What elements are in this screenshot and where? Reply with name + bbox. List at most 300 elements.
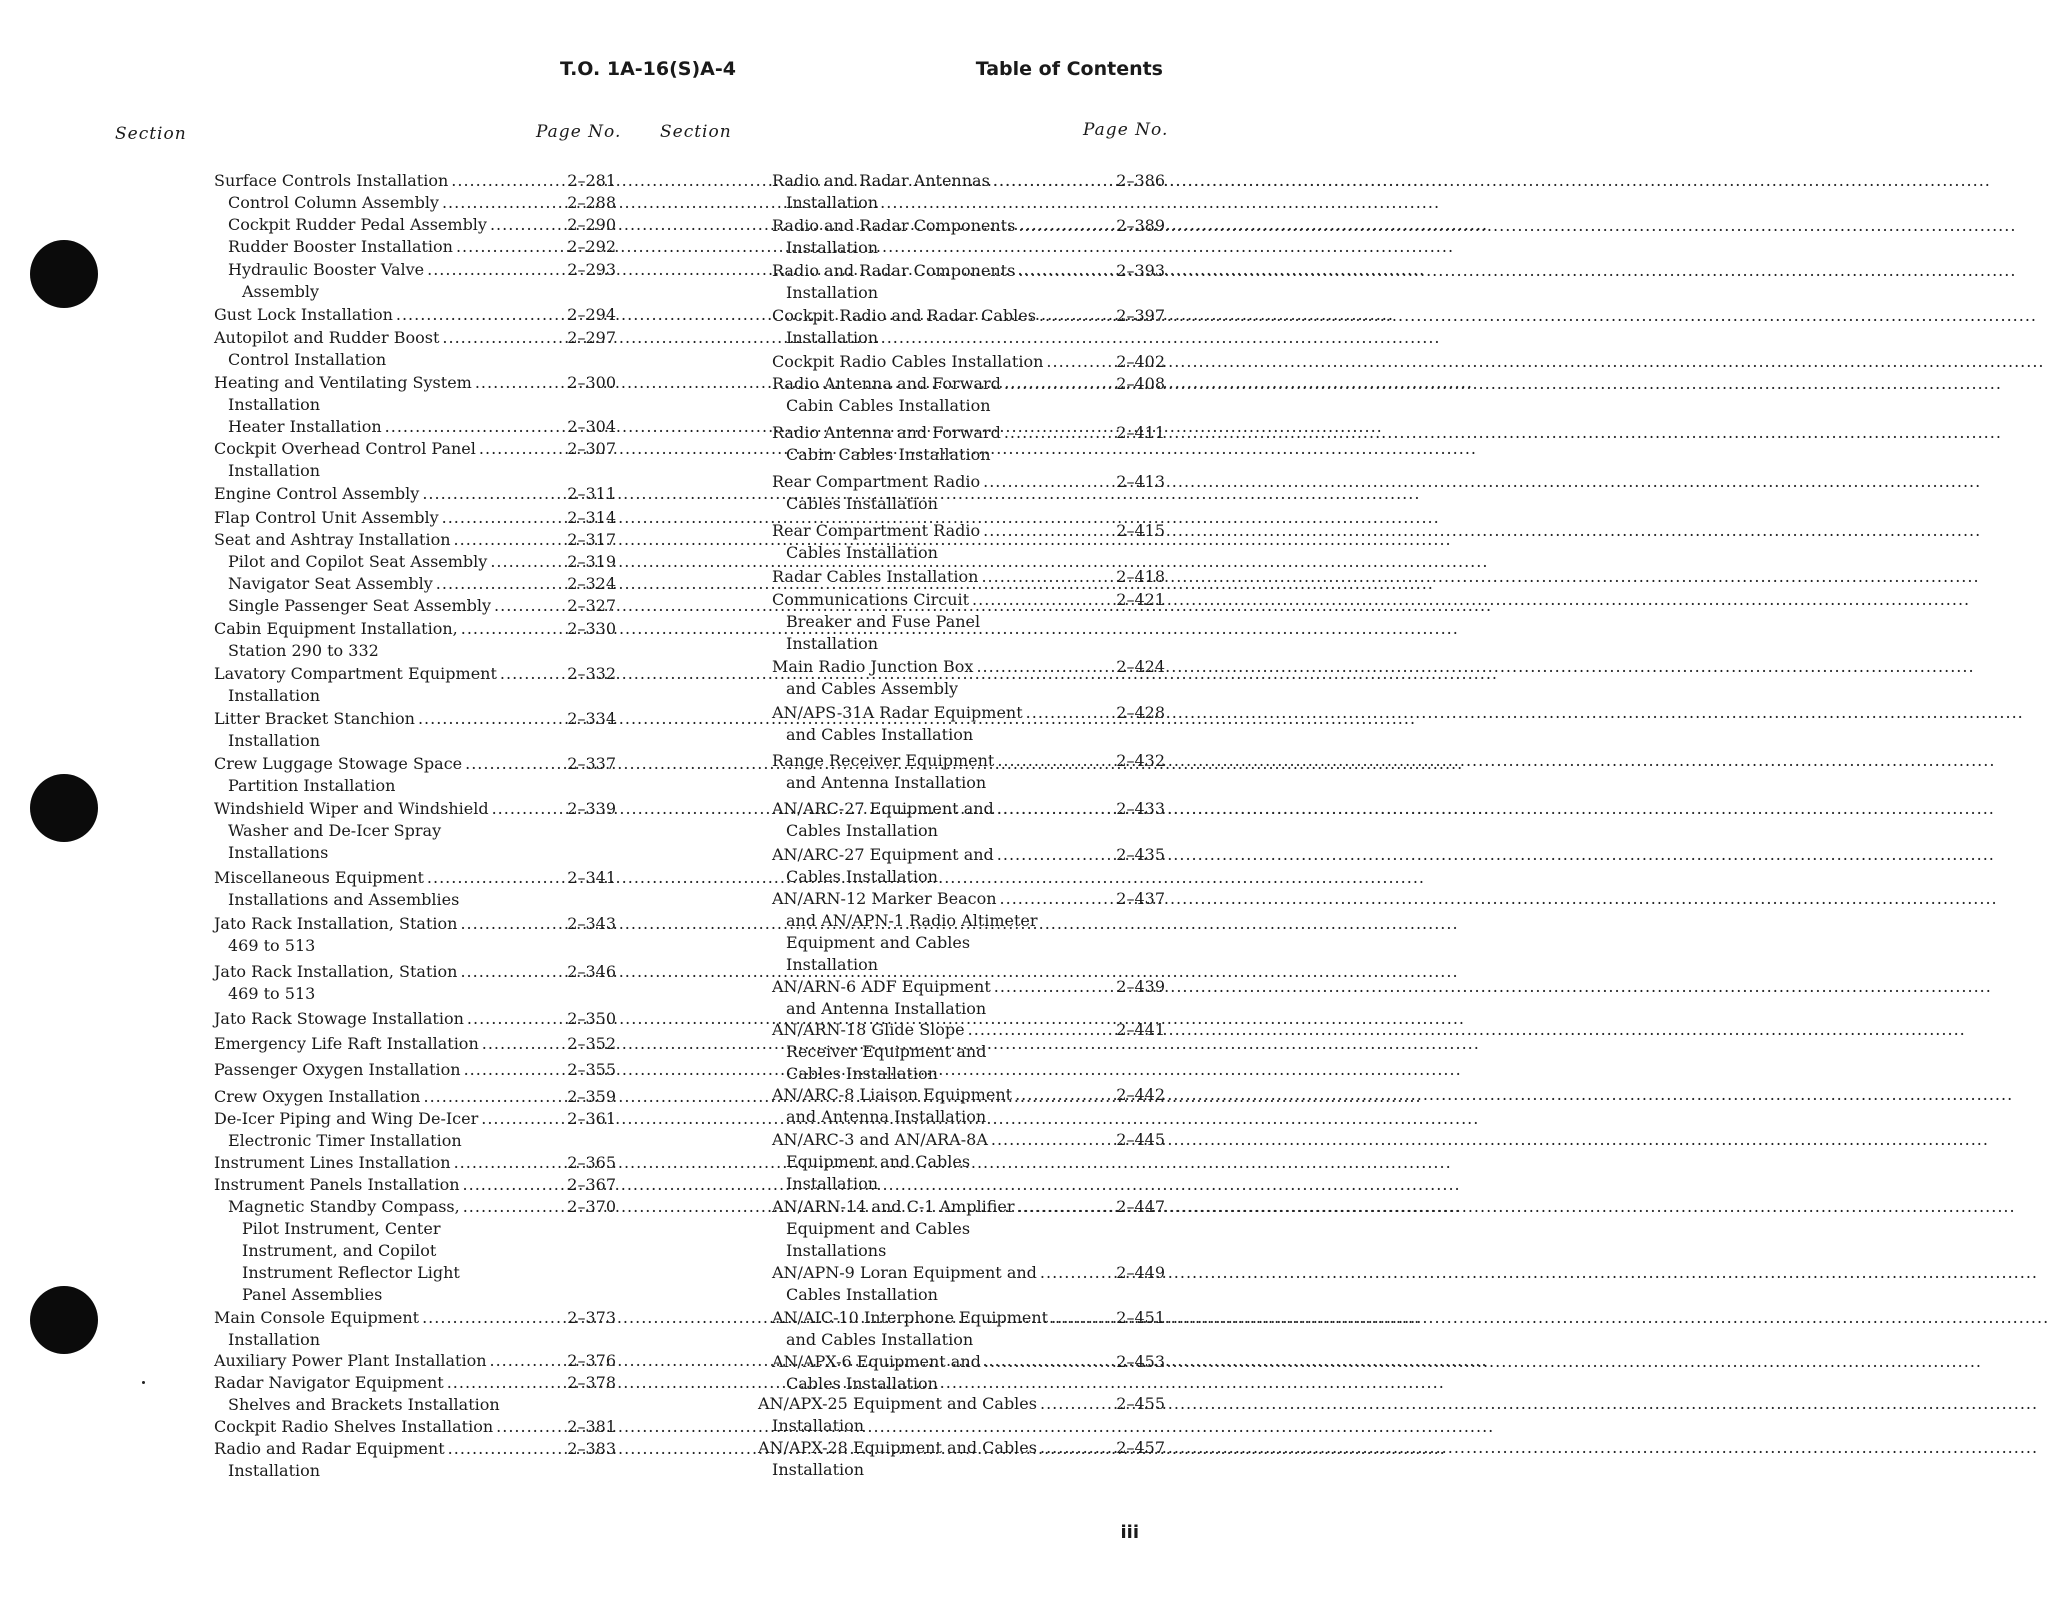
toc-entry-page: 2–457	[1116, 1438, 1165, 1457]
toc-entry-title: Control Column Assembly	[228, 193, 439, 212]
toc-entry	[214, 214, 616, 236]
toc-entry	[214, 1086, 616, 1108]
page-speck	[142, 1381, 145, 1384]
toc-entry-page: 2–437	[1116, 889, 1165, 908]
toc-entry-title: Heater Installation	[228, 417, 382, 436]
toc-entry-title: AN/APN-9 Loran Equipment and	[772, 1263, 1037, 1282]
dot-leader	[978, 566, 1116, 588]
toc-entry-page: 2–413	[1116, 472, 1165, 491]
dot-leader	[472, 372, 567, 394]
toc-entry	[772, 1084, 1165, 1128]
dot-leader	[1001, 422, 1116, 444]
toc-entry-title: Flap Control Unit Assembly	[214, 508, 439, 527]
document-id: T.O. 1A-16(S)A-4	[560, 58, 736, 80]
toc-entry-page: 2–389	[1116, 216, 1165, 235]
toc-entry-continuation: Installation	[786, 283, 879, 302]
toc-entry-continuation: Pilot Instrument, Center	[242, 1219, 441, 1238]
dot-leader	[1037, 1437, 1116, 1459]
toc-entry-title: Cockpit Radio Shelves Installation	[214, 1417, 494, 1436]
dot-leader	[1037, 1262, 1116, 1284]
toc-entry-continuation: and Cables Assembly	[786, 679, 959, 698]
toc-entry	[214, 595, 616, 617]
toc-entry-page: 2–402	[1116, 352, 1165, 371]
dot-leader	[1001, 373, 1116, 395]
toc-entry-title: Jato Rack Stowage Installation	[214, 1009, 464, 1028]
toc-entry	[772, 260, 1165, 304]
toc-entry	[214, 192, 616, 214]
toc-entry-title: AN/ARC-3 and AN/ARA-8A	[772, 1130, 988, 1149]
toc-entry	[214, 798, 616, 864]
dot-leader	[994, 844, 1117, 866]
toc-entry	[214, 1174, 616, 1196]
toc-entry-page: 2–418	[1116, 567, 1165, 586]
toc-entry-continuation: Installation	[228, 1461, 321, 1480]
toc-entry-title: Crew Luggage Stowage Space	[214, 754, 463, 773]
toc-entry-title: Radio Antenna and Forward	[772, 423, 1001, 442]
toc-entry-page: 2–352	[567, 1034, 616, 1053]
toc-entry-page: 2–455	[1116, 1394, 1165, 1413]
toc-entry-continuation: Equipment and Cables	[786, 1219, 971, 1238]
dot-leader	[969, 589, 1116, 611]
toc-entry-title: AN/APX-28 Equipment and Cables	[758, 1438, 1037, 1457]
dot-leader	[1012, 1084, 1116, 1106]
dot-leader	[997, 888, 1117, 910]
toc-entry	[772, 702, 1165, 746]
toc-entry-continuation: Installation	[772, 1416, 865, 1435]
toc-entry	[214, 507, 616, 529]
toc-entry-page: 2–397	[1116, 306, 1165, 325]
dot-leader	[980, 471, 1116, 493]
toc-entry-title: Emergency Life Raft Installation	[214, 1034, 479, 1053]
toc-entry-title: Communications Circuit	[772, 590, 970, 609]
toc-entry	[214, 327, 616, 371]
toc-entry-page: 2–288	[567, 193, 616, 212]
dot-leader	[1037, 1393, 1116, 1415]
toc-entry-title: Rear Compartment Radio	[772, 472, 981, 491]
toc-entry-page: 2–442	[1116, 1085, 1165, 1104]
toc-entry-title: AN/ARN-6 ADF Equipment	[772, 977, 991, 996]
dot-leader	[1036, 305, 1116, 327]
toc-entry-page: 2–439	[1116, 977, 1165, 996]
toc-entry-page: 2–355	[567, 1060, 616, 1079]
toc-entry	[772, 976, 1165, 1020]
toc-entry-page: 2–334	[567, 709, 616, 728]
toc-entry	[214, 1059, 616, 1081]
dot-leader	[478, 1108, 567, 1130]
toc-entry-continuation: 469 to 513	[228, 936, 316, 955]
toc-entry-page: 2–415	[1116, 521, 1165, 540]
dot-leader	[994, 750, 1116, 772]
toc-entry-page: 2–447	[1116, 1197, 1165, 1216]
dot-leader	[460, 1196, 568, 1218]
dot-leader	[1048, 1307, 1116, 1329]
toc-entry-page: 2–317	[567, 530, 616, 549]
toc-entry-page: 2–386	[1116, 171, 1165, 190]
toc-entry	[772, 373, 1165, 417]
toc-entry-page: 2–421	[1116, 590, 1165, 609]
toc-entry-title: Rudder Booster Installation	[228, 237, 453, 256]
dot-leader	[1015, 260, 1116, 282]
binder-hole-bottom	[30, 1286, 98, 1354]
toc-entry	[772, 471, 1165, 515]
toc-entry-page: 2–411	[1116, 423, 1165, 442]
toc-entry-continuation: Cables Installation	[786, 494, 938, 513]
toc-entry	[772, 1307, 1165, 1351]
toc-entry-title: Surface Controls Installation	[214, 171, 449, 190]
toc-entry-continuation: Washer and De-Icer Spray	[228, 821, 442, 840]
toc-entry	[214, 867, 616, 911]
toc-entry-title: Miscellaneous Equipment	[214, 868, 424, 887]
toc-entry	[772, 520, 1165, 564]
dot-leader	[981, 1351, 1116, 1373]
toc-entry-continuation: and Cables Installation	[786, 1330, 974, 1349]
dot-leader	[1015, 215, 1116, 237]
toc-entry-title: AN/ARC-8 Liaison Equipment	[772, 1085, 1013, 1104]
toc-entry-title: AN/ARN-12 Marker Beacon	[772, 889, 997, 908]
toc-entry-title: AN/APX-25 Equipment and Cables	[758, 1394, 1037, 1413]
toc-entry-continuation: Station 290 to 332	[228, 641, 379, 660]
dot-leader	[1023, 702, 1117, 724]
toc-entry-title: Cockpit Rudder Pedal Assembly	[228, 215, 487, 234]
toc-entry-page: 2–445	[1116, 1130, 1165, 1149]
dot-leader	[973, 656, 1116, 678]
toc-entry	[214, 753, 616, 797]
toc-entry-page: 2–453	[1116, 1352, 1165, 1371]
dot-leader	[393, 304, 567, 326]
dot-leader	[1014, 1196, 1116, 1218]
toc-entry	[214, 1372, 616, 1416]
toc-entry-title: Cabin Equipment Installation,	[214, 619, 458, 638]
dot-leader	[462, 753, 567, 775]
toc-entry-continuation: Cables Installation	[786, 543, 938, 562]
toc-entry	[772, 844, 1165, 888]
dot-leader	[491, 595, 567, 617]
toc-entry-title: Radar Cables Installation	[772, 567, 979, 586]
dot-leader	[461, 1059, 568, 1081]
toc-entry-page: 2–433	[1116, 799, 1165, 818]
toc-entry-page: 2–327	[567, 596, 616, 615]
toc-entry-continuation: Installation	[786, 238, 879, 257]
toc-entry-page: 2–324	[567, 574, 616, 593]
toc-entry-continuation: Cables Installation	[786, 1064, 938, 1083]
toc-entry	[214, 1350, 616, 1372]
toc-entry	[772, 888, 1165, 976]
dot-leader	[1043, 351, 1116, 373]
toc-entry-title: Radar Navigator Equipment	[214, 1373, 444, 1392]
toc-entry-page: 2–370	[567, 1197, 616, 1216]
toc-entry	[214, 259, 616, 303]
dot-leader	[448, 170, 567, 192]
toc-entry	[214, 961, 616, 1005]
toc-entry	[772, 351, 1165, 373]
toc-entry-title: Engine Control Assembly	[214, 484, 420, 503]
toc-entry	[214, 1307, 616, 1351]
toc-entry-title: Cockpit Radio and Radar Cables	[772, 306, 1036, 325]
toc-entry-continuation: Installation	[786, 634, 879, 653]
toc-entry-page: 2–393	[1116, 261, 1165, 280]
toc-entry-page: 2–339	[567, 799, 616, 818]
toc-entry-page: 2–281	[567, 171, 616, 190]
toc-entry-title: Passenger Oxygen Installation	[214, 1060, 461, 1079]
toc-entry-page: 2–432	[1116, 751, 1165, 770]
toc-entry-continuation: Installation	[228, 686, 321, 705]
dot-leader	[419, 483, 567, 505]
toc-entry-page: 2–292	[567, 237, 616, 256]
toc-entry-title: Auxiliary Power Plant Installation	[214, 1351, 487, 1370]
toc-entry	[214, 1196, 616, 1306]
toc-entry-title: Lavatory Compartment Equipment	[214, 664, 497, 683]
toc-entry-title: AN/ARN-14 and C-1 Amplifier	[772, 1197, 1015, 1216]
binder-hole-middle	[30, 774, 98, 842]
toc-entry-continuation: Panel Assemblies	[242, 1285, 383, 1304]
toc-entry-continuation: Cables Installation	[786, 1285, 938, 1304]
dot-leader	[382, 416, 568, 438]
dot-leader	[424, 259, 567, 281]
toc-entry-page: 2–337	[567, 754, 616, 773]
dot-leader	[457, 961, 567, 983]
toc-entry-page: 2–408	[1116, 374, 1165, 393]
toc-entry	[772, 422, 1165, 466]
toc-entry	[772, 750, 1165, 794]
toc-entry-title: Instrument Lines Installation	[214, 1153, 451, 1172]
toc-entry	[772, 566, 1165, 588]
toc-entry-title: Cockpit Radio Cables Installation	[772, 352, 1044, 371]
toc-entry-title: Radio and Radar Components	[772, 261, 1016, 280]
dot-leader	[489, 798, 568, 820]
dot-leader	[458, 618, 568, 640]
toc-entry	[772, 1129, 1165, 1195]
toc-entry-continuation: Receiver Equipment and	[786, 1042, 987, 1061]
toc-entry-page: 2–304	[567, 417, 616, 436]
toc-entry-continuation: and AN/APN-1 Radio Altimeter	[786, 911, 1038, 930]
toc-entry-continuation: Partition Installation	[228, 776, 396, 795]
dot-leader	[464, 1008, 567, 1030]
dot-leader	[419, 1307, 567, 1329]
toc-entry-continuation: Installation	[228, 395, 321, 414]
toc-entry-continuation: Cabin Cables Installation	[786, 445, 991, 464]
toc-entry-title: Gust Lock Installation	[214, 305, 393, 324]
dot-leader	[479, 1033, 568, 1055]
toc-entry-title: Main Console Equipment	[214, 1308, 420, 1327]
toc-entry	[214, 1152, 616, 1174]
toc-entry	[758, 1393, 1165, 1437]
toc-entry-title: De-Icer Piping and Wing De-Icer	[214, 1109, 479, 1128]
toc-entry	[772, 798, 1165, 842]
dot-leader	[439, 507, 568, 529]
toc-entry-page: 2–365	[567, 1153, 616, 1172]
toc-entry-continuation: Installations	[228, 843, 329, 862]
toc-entry-title: AN/ARC-27 Equipment and	[772, 799, 994, 818]
toc-entry-page: 2–346	[567, 962, 616, 981]
toc-entry-title: Litter Bracket Stanchion	[214, 709, 415, 728]
dot-leader	[451, 529, 568, 551]
left-section-label: Section	[115, 124, 187, 144]
dot-leader	[493, 1416, 567, 1438]
toc-entry-continuation: Installation	[786, 1174, 879, 1193]
left-page-label: Page No.	[536, 122, 622, 142]
toc-entry-title: AN/ARN-18 Glide Slope	[772, 1020, 965, 1039]
toc-entry-continuation: Cables Installation	[786, 867, 938, 886]
dot-leader	[453, 236, 567, 258]
toc-entry-continuation: Control Installation	[228, 350, 387, 369]
toc-entry-page: 2–451	[1116, 1308, 1165, 1327]
toc-entry	[772, 1351, 1165, 1395]
toc-entry-page: 2–378	[567, 1373, 616, 1392]
toc-entry-page: 2–297	[567, 328, 616, 347]
dot-leader	[445, 1438, 568, 1460]
toc-entry	[772, 656, 1165, 700]
toc-entry-title: Navigator Seat Assembly	[228, 574, 433, 593]
toc-entry	[214, 170, 616, 192]
toc-entry	[214, 438, 616, 482]
toc-entry-continuation: and Antenna Installation	[786, 1107, 987, 1126]
toc-entry	[214, 551, 616, 573]
toc-entry	[214, 304, 616, 326]
toc-entry-continuation: Installation	[786, 193, 879, 212]
toc-entry	[214, 1416, 616, 1438]
toc-entry	[214, 573, 616, 595]
toc-entry-continuation: and Antenna Installation	[786, 999, 987, 1018]
toc-entry	[214, 1108, 616, 1152]
toc-entry-title: Cockpit Overhead Control Panel	[214, 439, 476, 458]
dot-leader	[991, 976, 1117, 998]
toc-entry-continuation: Instrument Reflector Light	[242, 1263, 460, 1282]
toc-entry-title: Instrument Panels Installation	[214, 1175, 460, 1194]
toc-entry-title: Windshield Wiper and Windshield	[214, 799, 489, 818]
toc-entry-title: Heating and Ventilating System	[214, 373, 472, 392]
toc-entry	[214, 372, 616, 416]
toc-entry-page: 2–441	[1116, 1020, 1165, 1039]
toc-entry-title: Radio and Radar Equipment	[214, 1439, 445, 1458]
toc-entry-continuation: Electronic Timer Installation	[228, 1131, 462, 1150]
toc-entry-title: Hydraulic Booster Valve	[228, 260, 425, 279]
dot-leader	[457, 913, 567, 935]
toc-entry-page: 2–435	[1116, 845, 1165, 864]
toc-entry-title: Seat and Ashtray Installation	[214, 530, 451, 549]
toc-entry-continuation: Installation	[228, 461, 321, 480]
toc-entry-title: AN/APX-6 Equipment and	[772, 1352, 981, 1371]
toc-entry-title: Jato Rack Installation, Station	[214, 914, 458, 933]
dot-leader	[994, 798, 1117, 820]
toc-entry-page: 2–359	[567, 1087, 616, 1106]
toc-entry-page: 2–383	[567, 1439, 616, 1458]
toc-entry	[214, 529, 616, 551]
toc-entry-continuation: Installation	[786, 955, 879, 974]
left-contents-column	[214, 170, 616, 1510]
toc-entry-title: Pilot and Copilot Seat Assembly	[228, 552, 488, 571]
dot-leader	[988, 1129, 1116, 1151]
toc-entry-continuation: Assembly	[242, 282, 320, 301]
toc-entry-page: 2–314	[567, 508, 616, 527]
toc-entry-continuation: Breaker and Fuse Panel	[786, 612, 981, 631]
toc-entry	[214, 1438, 616, 1482]
toc-entry-continuation: Cables Installation	[786, 821, 938, 840]
right-page-label: Page No.	[1083, 120, 1169, 140]
toc-entry-continuation: Installations and Assemblies	[228, 890, 460, 909]
page-number: iii	[1120, 1522, 1139, 1543]
toc-entry-page: 2–361	[567, 1109, 616, 1128]
toc-entry	[772, 1196, 1165, 1262]
dot-leader	[439, 192, 567, 214]
toc-entry-page: 2–449	[1116, 1263, 1165, 1282]
toc-entry-page: 2–294	[567, 305, 616, 324]
toc-entry	[214, 663, 616, 707]
toc-entry-title: AN/AIC-10 Interphone Equipment	[772, 1308, 1049, 1327]
toc-entry-title: Radio Antenna and Forward	[772, 374, 1001, 393]
toc-entry-page: 2–350	[567, 1009, 616, 1028]
toc-entry-title: Magnetic Standby Compass,	[228, 1197, 460, 1216]
toc-entry-page: 2–428	[1116, 703, 1165, 722]
toc-entry-continuation: and Cables Installation	[786, 725, 974, 744]
toc-entry-page: 2–319	[567, 552, 616, 571]
toc-entry-page: 2–330	[567, 619, 616, 638]
toc-entry-title: AN/ARC-27 Equipment and	[772, 845, 994, 864]
toc-entry-continuation: Shelves and Brackets Installation	[228, 1395, 500, 1414]
toc-entry-title: Range Receiver Equipment	[772, 751, 995, 770]
binder-hole-top	[30, 240, 98, 308]
toc-entry-continuation: Equipment and Cables	[786, 1152, 971, 1171]
dot-leader	[444, 1372, 568, 1394]
toc-entry-title: Radio and Radar Components	[772, 216, 1016, 235]
toc-entry-continuation: Cabin Cables Installation	[786, 396, 991, 415]
dot-leader	[424, 867, 567, 889]
toc-entry-page: 2–300	[567, 373, 616, 392]
toc-entry-title: Autopilot and Rudder Boost	[214, 328, 440, 347]
toc-entry-page: 2–373	[567, 1308, 616, 1327]
toc-entry-page: 2–341	[567, 868, 616, 887]
toc-entry	[214, 1008, 616, 1030]
toc-entry	[214, 236, 616, 258]
header-section-title: Table of Contents	[975, 58, 1163, 80]
toc-entry	[214, 708, 616, 752]
toc-entry-page: 2–307	[567, 439, 616, 458]
toc-entry-title: Crew Oxygen Installation	[214, 1087, 421, 1106]
dot-leader	[990, 170, 1116, 192]
toc-entry-continuation: Instrument, and Copilot	[242, 1241, 437, 1260]
right-section-label: Section	[660, 122, 732, 142]
toc-entry	[772, 1262, 1165, 1306]
dot-leader	[497, 663, 567, 685]
toc-entry-continuation: Installation	[772, 1460, 865, 1479]
toc-entry-continuation: Installation	[228, 731, 321, 750]
dot-leader	[420, 1086, 567, 1108]
toc-entry-continuation: Installation	[786, 328, 879, 347]
dot-leader	[476, 438, 567, 460]
toc-entry-page: 2–381	[567, 1417, 616, 1436]
toc-entry-page: 2–424	[1116, 657, 1165, 676]
dot-leader	[487, 1350, 568, 1372]
toc-entry	[214, 618, 616, 662]
toc-entry-page: 2–293	[567, 260, 616, 279]
dot-leader	[451, 1152, 568, 1174]
toc-entry	[772, 215, 1165, 259]
toc-entry-continuation: Equipment and Cables	[786, 933, 971, 952]
toc-entry-continuation: Cables Installation	[786, 1374, 938, 1393]
dot-leader	[965, 1019, 1117, 1041]
dot-leader	[439, 327, 567, 349]
toc-entry-title: AN/APS-31A Radar Equipment	[772, 703, 1023, 722]
toc-entry	[772, 1019, 1165, 1085]
toc-entry-page: 2–311	[567, 484, 616, 503]
toc-entry	[758, 1437, 1165, 1481]
toc-entry-continuation: 469 to 513	[228, 984, 316, 1003]
toc-entry-title: Jato Rack Installation, Station	[214, 962, 458, 981]
toc-entry-title: Rear Compartment Radio	[772, 521, 981, 540]
toc-entry	[214, 483, 616, 505]
toc-entry	[214, 1033, 616, 1055]
right-contents-column	[758, 170, 1165, 1510]
toc-entry-page: 2–376	[567, 1351, 616, 1370]
